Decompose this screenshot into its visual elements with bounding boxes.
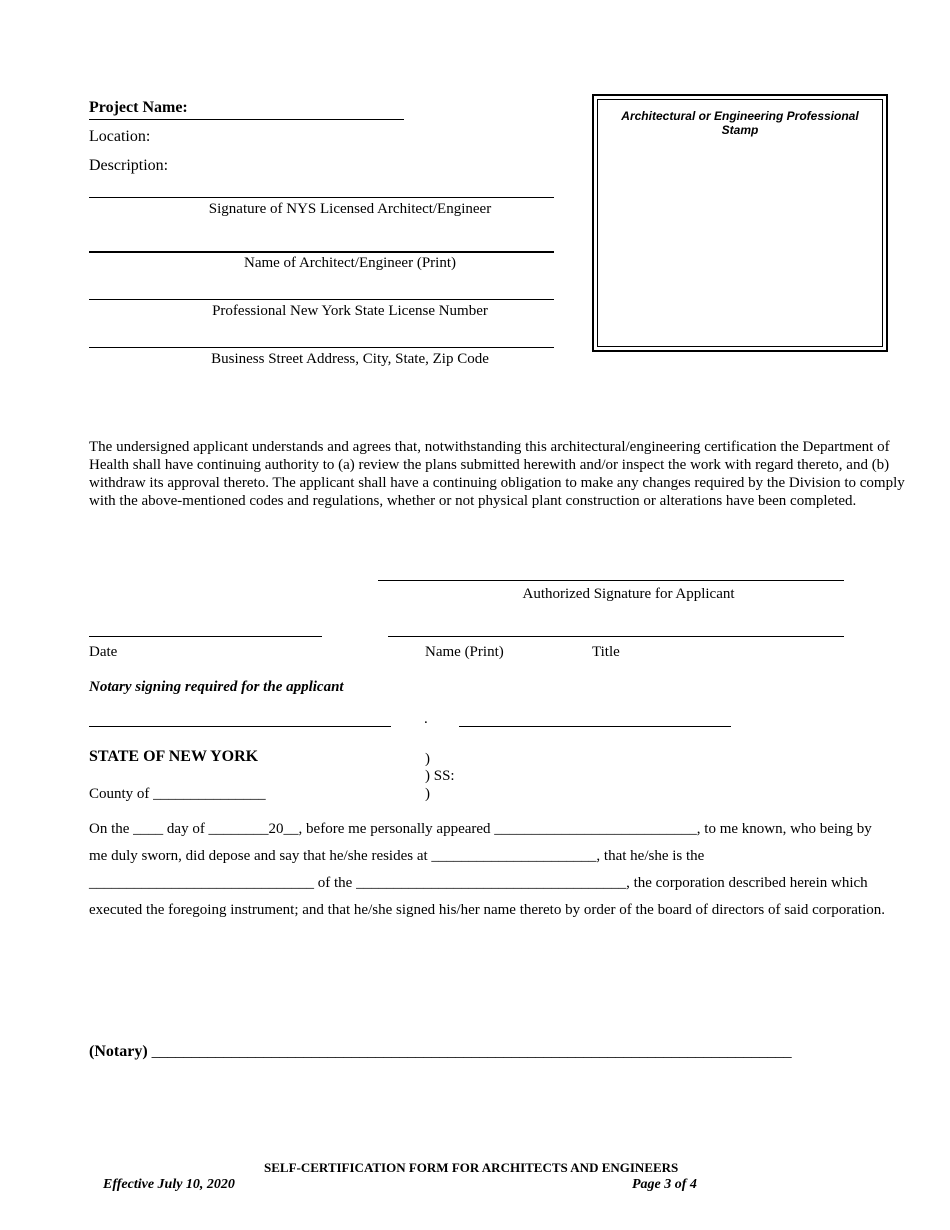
notary-signature-line[interactable]: ________________________________________________________________________________: [151, 1043, 792, 1060]
address-caption: Business Street Address, City, State, Zip Code: [211, 351, 489, 367]
authorized-signature-caption: Authorized Signature for Applicant: [522, 586, 735, 602]
notary-label: (Notary): [89, 1043, 148, 1060]
notary-text-line-4: executed the foregoing instrument; and that he/she signed his/her name thereto by order of the board of directors of said corporation.: [89, 902, 885, 918]
paren-top: ): [425, 751, 430, 767]
separator-dot: .: [424, 711, 428, 727]
notary-left-line[interactable]: [89, 726, 391, 727]
agreement-paragraph: The undersigned applicant understands and agrees that, notwithstanding this architectural/engineering certification the Department of Health shall have continuing authority to (a) review the plans submitted herewith and/or inspect the work with regard thereto, and (b) withdraw its approval thereto. The applicant shall have a continuing obligation to make any changes required by the Division to comply with the above-mentioned codes and regulations, whether or not physical plant construction or alterations have been completed.: [89, 439, 905, 509]
license-caption: Professional New York State License Number: [212, 303, 488, 319]
paren-bottom: ): [425, 786, 430, 802]
notary-right-line[interactable]: [459, 726, 731, 727]
signature-line[interactable]: [89, 197, 554, 198]
signature-caption: Signature of NYS Licensed Architect/Engineer: [208, 201, 492, 217]
authorized-signature-line[interactable]: [378, 580, 844, 581]
title-label: Title: [592, 644, 620, 660]
notary-text-line-3: ______________________________ of the ____________________________________, the corporation described herein which: [89, 875, 868, 891]
footer-page-number: Page 3 of 4: [632, 1177, 697, 1192]
project-name-label: Project Name:: [89, 99, 188, 116]
county-field: County of _______________: [89, 786, 266, 802]
location-label: Location:: [89, 128, 151, 145]
stamp-box: [592, 94, 888, 352]
footer-effective-date: Effective July 10, 2020: [103, 1177, 235, 1192]
date-label: Date: [89, 644, 118, 660]
state-label: STATE OF NEW YORK: [89, 748, 259, 765]
description-label: Description:: [89, 157, 169, 174]
notary-text-line-1: On the ____ day of ________20__, before me personally appeared ___________________________, to me known, who being by: [89, 821, 872, 837]
stamp-inner-border: [597, 99, 883, 347]
date-line[interactable]: [89, 636, 322, 637]
name-print-line[interactable]: [89, 251, 554, 253]
ss-label: ) SS:: [425, 768, 455, 784]
notary-signature-row: [89, 1043, 792, 1061]
notary-text-line-2: me duly sworn, did depose and say that he/she resides at ______________________, that he/she is the: [89, 848, 705, 864]
name-title-line[interactable]: [388, 636, 844, 637]
footer-title: SELF-CERTIFICATION FORM FOR ARCHITECTS AND ENGINEERS: [264, 1160, 679, 1175]
name-print-caption: Name of Architect/Engineer (Print): [243, 255, 456, 271]
license-line[interactable]: [89, 299, 554, 300]
name-print-label: Name (Print): [425, 644, 504, 660]
project-name-line[interactable]: [89, 119, 404, 120]
notary-heading: Notary signing required for the applicant: [89, 679, 344, 695]
stamp-title: Architectural or Engineering Professional Stamp: [621, 109, 859, 137]
address-line[interactable]: [89, 347, 554, 348]
